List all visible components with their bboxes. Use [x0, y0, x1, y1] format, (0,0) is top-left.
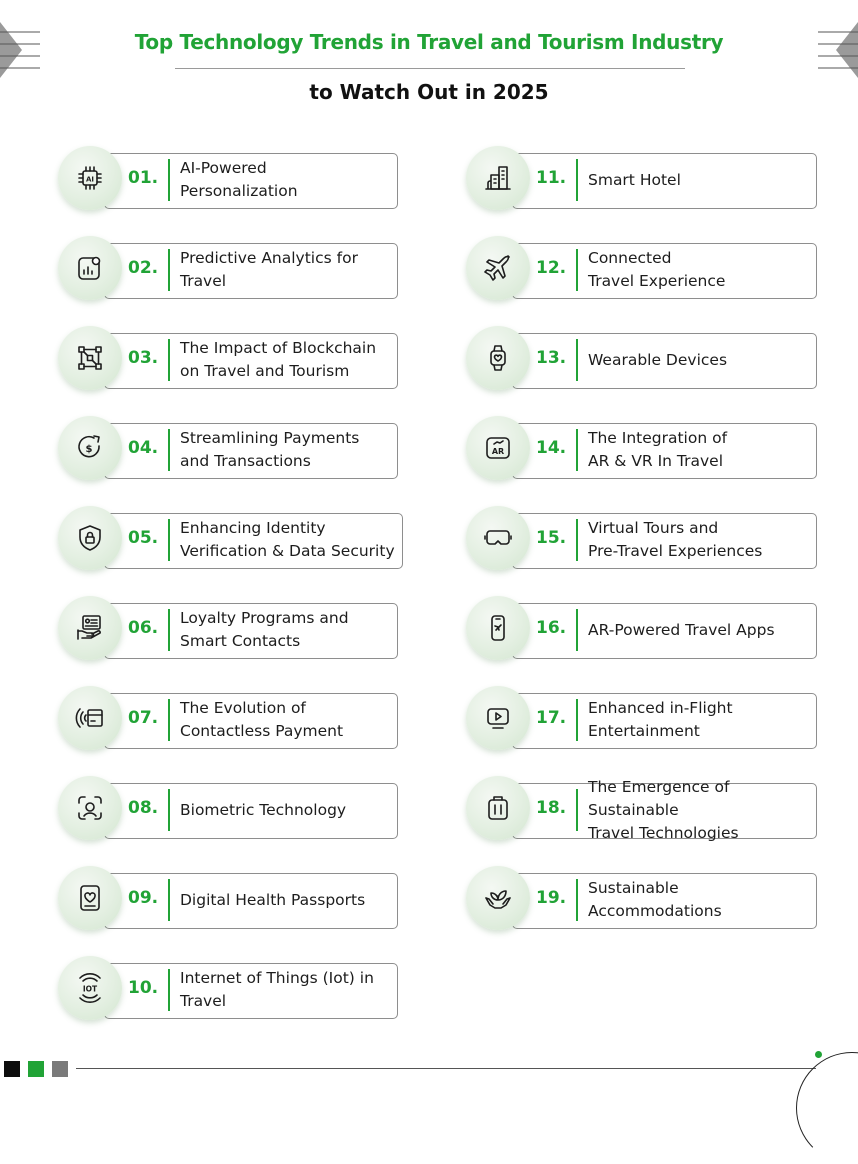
trend-divider	[576, 789, 578, 831]
trend-card	[58, 330, 398, 392]
trend-card	[466, 870, 817, 932]
trend-icon-badge	[58, 866, 122, 930]
trend-divider	[168, 339, 170, 381]
trend-icon-badge	[466, 866, 530, 930]
trend-number: 12.	[536, 258, 567, 278]
trend-label: AR-Powered Travel Apps	[588, 620, 775, 639]
trend-card	[466, 510, 817, 572]
trend-label: The Impact of Blockchain on Travel and Tourism	[180, 339, 377, 380]
phone-plane-icon	[482, 612, 514, 644]
trend-number: 01.	[128, 168, 159, 188]
leaf-hands-icon	[482, 882, 514, 914]
loyalty-card-icon	[74, 612, 106, 644]
trend-number: 16.	[536, 618, 567, 638]
trend-number: 04.	[128, 438, 159, 458]
trend-label: Loyalty Programs and Smart Contacts	[180, 609, 349, 650]
iot-icon	[74, 972, 106, 1004]
trend-number: 10.	[128, 978, 159, 998]
trend-divider	[576, 339, 578, 381]
trend-number: 14.	[536, 438, 567, 458]
title-divider	[175, 68, 685, 69]
trend-number: 09.	[128, 888, 159, 908]
trend-divider	[576, 879, 578, 921]
trend-icon-badge	[58, 416, 122, 480]
trend-label: Enhancing Identity Verification & Data Security	[180, 519, 395, 560]
trend-label: Digital Health Passports	[180, 890, 366, 909]
svg-text:IOT: IOT	[82, 984, 98, 994]
trend-icon-badge	[58, 236, 122, 300]
trend-card	[466, 330, 817, 392]
contactless-card-icon	[74, 702, 106, 734]
trend-icon-badge	[466, 686, 530, 750]
trend-icon-badge	[466, 236, 530, 300]
trend-divider	[168, 789, 170, 831]
trend-label: Smart Hotel	[588, 170, 681, 189]
trend-divider	[168, 429, 170, 471]
vr-headset-icon	[482, 522, 514, 554]
trend-icon-badge	[58, 596, 122, 660]
trend-card	[58, 510, 403, 572]
trend-icon-badge	[466, 416, 530, 480]
trend-icon-badge	[58, 686, 122, 750]
trend-label: Predictive Analytics for Travel	[180, 249, 358, 290]
trend-number: 18.	[536, 798, 567, 818]
trend-icon-badge	[466, 146, 530, 210]
trend-divider	[168, 879, 170, 921]
trend-number: 11.	[536, 168, 567, 188]
trend-number: 13.	[536, 348, 567, 368]
trend-label: The Emergence of Sustainable Travel Technologies	[588, 777, 739, 842]
trend-number: 08.	[128, 798, 159, 818]
trend-number: 17.	[536, 708, 567, 728]
trend-number: 03.	[128, 348, 159, 368]
trend-divider	[576, 609, 578, 651]
trend-label: Internet of Things (Iot) in Travel	[180, 969, 374, 1010]
trend-label: The Evolution of Contactless Payment	[180, 699, 344, 740]
blockchain-icon	[74, 342, 106, 374]
payment-icon	[74, 432, 106, 464]
trend-label: Sustainable Accommodations	[588, 879, 722, 920]
trend-label: Biometric Technology	[180, 800, 347, 819]
ai-chip-icon	[74, 162, 106, 194]
trend-divider	[576, 519, 578, 561]
trend-card	[58, 690, 398, 752]
airplane-icon	[482, 252, 514, 284]
trend-icon-badge	[466, 776, 530, 840]
trend-card	[58, 600, 398, 662]
shield-lock-icon	[74, 522, 106, 554]
luggage-icon	[482, 792, 514, 824]
trend-label: AI-Powered Personalization	[180, 159, 298, 200]
trend-divider	[576, 699, 578, 741]
trend-icon-badge	[58, 146, 122, 210]
trend-divider	[168, 159, 170, 201]
trend-card	[58, 780, 398, 842]
trend-card	[466, 150, 817, 212]
footer-square-black	[4, 1061, 20, 1077]
trend-card	[466, 240, 817, 302]
trend-icon-badge	[58, 506, 122, 570]
page-title: Top Technology Trends in Travel and Tourism Industry	[134, 30, 724, 54]
trend-number: 07.	[128, 708, 159, 728]
trend-label: Streamlining Payments and Transactions	[180, 429, 360, 470]
trend-card	[58, 150, 398, 212]
trend-icon-badge	[466, 326, 530, 390]
trend-card	[58, 960, 398, 1022]
footer-divider	[76, 1068, 816, 1069]
page-subtitle: to Watch Out in 2025	[309, 80, 549, 104]
analytics-icon	[74, 252, 106, 284]
trend-icon-badge	[58, 956, 122, 1020]
trend-card	[58, 870, 398, 932]
trend-icon-badge	[466, 506, 530, 570]
ar-icon	[482, 432, 514, 464]
trend-card	[466, 600, 817, 662]
trend-icon-badge	[466, 596, 530, 660]
trend-card	[466, 777, 817, 842]
trend-label: Virtual Tours and Pre-Travel Experiences	[588, 519, 763, 560]
face-scan-icon	[74, 792, 106, 824]
svg-text:$: $	[85, 444, 93, 455]
trend-divider	[168, 249, 170, 291]
footer-square-green	[28, 1061, 44, 1077]
trend-label: Connected Travel Experience	[588, 249, 726, 290]
trend-divider	[168, 609, 170, 651]
trend-card	[58, 420, 398, 482]
trend-divider	[576, 249, 578, 291]
health-passport-icon	[74, 882, 106, 914]
hotel-building-icon	[482, 162, 514, 194]
trend-card	[466, 690, 817, 752]
trend-number: 19.	[536, 888, 567, 908]
play-screen-icon	[482, 702, 514, 734]
trend-card	[466, 420, 817, 482]
trend-number: 02.	[128, 258, 159, 278]
trend-icon-badge	[58, 326, 122, 390]
svg-text:AR: AR	[491, 447, 505, 456]
trend-divider	[576, 429, 578, 471]
trend-card	[58, 240, 398, 302]
trend-number: 15.	[536, 528, 567, 548]
smartwatch-icon	[482, 342, 514, 374]
trend-number: 05.	[128, 528, 159, 548]
svg-text:AI: AI	[85, 175, 95, 184]
footer-dot	[815, 1051, 822, 1058]
trend-label: Wearable Devices	[588, 350, 728, 369]
trend-number: 06.	[128, 618, 159, 638]
trend-label: The Integration of AR & VR In Travel	[588, 429, 728, 470]
trend-divider	[168, 699, 170, 741]
trend-divider	[168, 519, 170, 561]
trend-divider	[168, 969, 170, 1011]
footer-square-gray	[52, 1061, 68, 1077]
trend-label: Enhanced in-Flight Entertainment	[588, 699, 733, 740]
trend-divider	[576, 159, 578, 201]
trend-icon-badge	[58, 776, 122, 840]
